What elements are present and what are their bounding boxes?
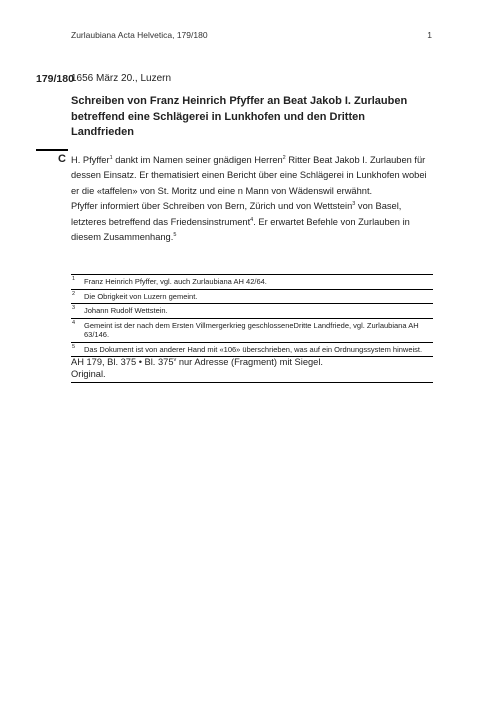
footnote [71, 304, 433, 319]
footnote-text: Franz Heinrich Pfyffer, vgl. auch Zurlaubiana AH 42/64. [84, 277, 267, 286]
margin-rule [36, 149, 68, 151]
regest-paragraph-2 [71, 199, 436, 245]
regest-body [71, 153, 436, 245]
text-run: AH 179, Bl. 375 • Bl. 375 [71, 357, 174, 367]
footnote-ref: 2 [282, 155, 286, 161]
text-run: Ritter Beat Jakob I. Zurlauben für dessen Einsatz. Er thematisiert einen Bericht über eine Schlägerei in Lunkhofen wobei er die «taffelen» von St. Moritz und eine n Mann von Wädenswil erwähnt. [71, 155, 427, 196]
page-number: 1 [427, 30, 432, 40]
text-run: Pfyffer informiert über Schreiben von Bern, Zürich und von Wettstein [71, 201, 353, 212]
footnote-mark: 1 [72, 276, 76, 282]
footnote-ref: 4 [250, 216, 254, 223]
footnote-ref: 3 [352, 201, 356, 208]
text-run: nur Adresse (Fragment) mit Siegel. [176, 357, 323, 367]
footnote-mark: 3 [72, 305, 76, 311]
footnote-text: Die Obrigkeit von Luzern gemeint. [84, 291, 198, 301]
footnote-ref: 5 [173, 232, 177, 239]
footnote-text: Johann Rudolf Wettstein. [84, 306, 168, 315]
text-run: von Basel, letzteres betreffend das Friedensinstrument [71, 201, 402, 227]
text-run: . Er erwartet Befehle von Zurlauben in diesem Zusammenhang. [71, 216, 410, 243]
footnote [71, 319, 433, 343]
entry-number: 179/180 [36, 73, 74, 85]
archival-line-2: Original. [71, 368, 106, 379]
verso-mark: v [173, 357, 177, 363]
text-run: H. Pfyffer [71, 155, 110, 165]
footnotes [71, 274, 433, 357]
footnote-text: Gemeint ist der nach dem Ersten Villmergerkrieg geschlosseneDritte Landfriede, vgl. Zurlaubiana AH 63/146. [84, 320, 419, 339]
running-title: Zurlaubiana Acta Helvetica, 179/180 [71, 30, 208, 40]
archival-note [71, 357, 433, 383]
running-head [71, 30, 432, 40]
text-run: dankt im Namen seiner gnädigen Herren [112, 155, 283, 165]
footnote [71, 343, 433, 358]
regest-paragraph-1 [71, 153, 436, 199]
footnote-mark: 5 [72, 343, 76, 350]
footnote-mark: 4 [72, 319, 76, 326]
footnote [71, 275, 433, 290]
footnote-ref: 1 [109, 155, 113, 161]
archival-line-1 [71, 357, 433, 369]
entry-title: Schreiben von Franz Heinrich Pfyffer an Beat Jakob I. Zurlauben betreffend eine Schlägerei in Lunkhofen und den Dritten Landfrieden [71, 95, 408, 138]
footnote [71, 290, 433, 305]
footnote-text: Das Dokument ist von anderer Hand mit «106» überschrieben, was auf ein Ordnungssystem hinweist. [84, 344, 423, 354]
footnote-mark: 2 [72, 290, 76, 297]
margin-letter: C [58, 153, 66, 165]
entry-date-place: 1656 März 20., Luzern [71, 73, 172, 84]
